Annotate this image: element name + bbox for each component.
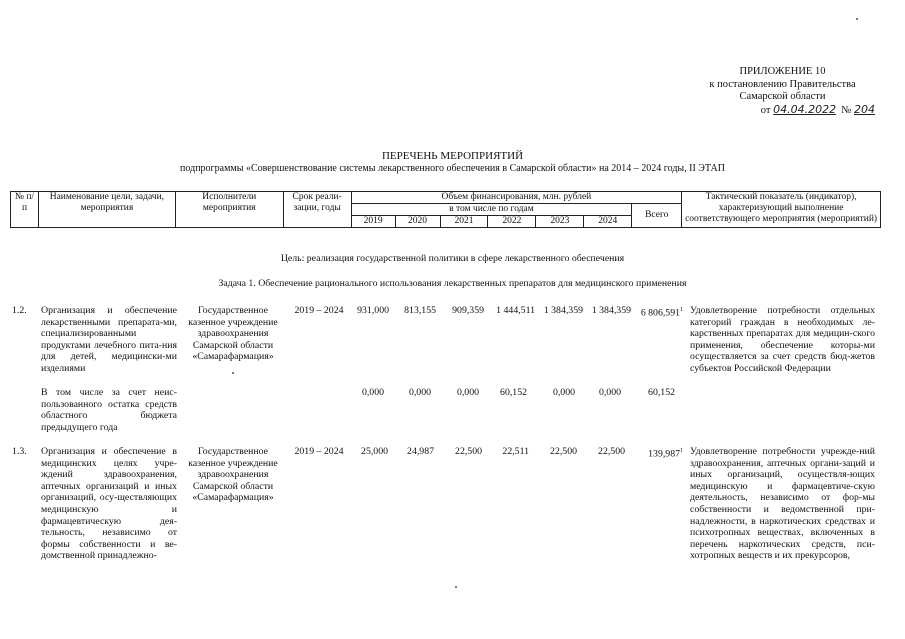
row-name: Организация и обеспечение лекарственными препарата-ми, специализированными продуктами лечебного пита-ния для детей, медицински-ми изделиями [41,305,177,374]
handwritten-number: 204 [854,102,875,116]
document-title: ПЕРЕЧЕНЬ МЕРОПРИЯТИЙ [381,150,524,162]
value-2021: 909,359 [452,305,484,316]
appendix-date-line [690,104,875,118]
task-heading: Задача 1. Обеспечение рационального использования лекарственных препаратов для медицинского применения [218,278,687,289]
header-year: 2020 [395,216,440,228]
header-year: 2023 [536,216,584,228]
value-total: 60,152 [648,387,675,398]
value-2022: 22,511 [502,446,529,457]
row-indicator: Удовлетворение потребности отдельных категорий граждан в необходимых ле-карственных препаратах для медицин-ского применения, обеспечение которы-ми осуществляется за счет средств бюд-жетов субъектов Российской Федерации [690,305,875,374]
header-name: Наименование цели, задачи, мероприятия [38,192,175,228]
appendix-title: ПРИЛОЖЕНИЕ 10 [739,66,826,77]
value-2024: 22,500 [598,446,625,457]
value-total [631,446,683,460]
header-indicator: Тактический показатель (индикатор), характеризующий выполнение соответствующего мероприятия (мероприятий) [682,192,881,228]
value-2024: 1 384,359 [591,305,631,316]
document-subtitle: подпрограммы «Совершенствование системы лекарственного обеспечения в Самарской области» на 2014 – 2024 годы, II ЭТАП [180,163,725,174]
from-label: от [760,104,771,116]
header-year: 2022 [488,216,536,228]
value-2024: 0,000 [598,387,621,398]
row-name: Организация и обеспечение в медицинских целях учре-ждений здравоохранения, аптечных организаций и иных организаций, осу-ществляющих медицинскую и фармацевтическую дея-тельность, независимо от формы собственности и ве-домственной принадлежно- [41,446,177,562]
total-value: 139,987 [648,448,680,460]
appendix-line-2: к постановлению Правительства [709,78,856,90]
value-2022: 60,152 [500,387,527,398]
value-2022: 1 444,511 [496,305,535,316]
header-financing: Объем финансирования, млн. рублей [351,192,682,204]
value-2023: 0,000 [552,387,575,398]
value-2023: 1 384,359 [543,305,583,316]
number-label: № [841,104,852,116]
value-2020: 0,000 [408,387,431,398]
scan-speck [232,372,234,374]
header-total: Всего [632,204,682,228]
row-number: 1.3. [12,446,27,457]
value-2019: 25,000 [361,446,388,457]
row-term: 2019 – 2024 [294,305,344,316]
handwritten-date: 04.04.2022 [773,102,837,116]
header-year: 2024 [584,216,632,228]
appendix-block [690,66,875,117]
goal-heading: Цель: реализация государственной политики в сфере лекарственного обеспечения [280,253,625,264]
total-value: 6 806,591 [640,307,680,319]
scan-speck [455,586,457,588]
row-term: 2019 – 2024 [294,446,344,457]
footnote-mark: 1 [680,448,683,454]
value-2021: 0,000 [456,387,479,398]
value-2020: 24,987 [407,446,434,457]
header-year: 2021 [440,216,488,228]
footnote-mark: 1 [680,307,683,313]
appendix-line-3: Самарской области [739,91,826,102]
row-indicator: Удовлетворение потребности учрежде-ний здравоохранения, аптечных органи-заций и иных организаций, осуществля-ющих медицинскую и фармацевтиче-скую деятельность, независимо от фор-мы собственности и ведомственной при-надлежности, в наркотических средствах и психотропных веществах, включенных в перечень наркотических средств, пси-хотропных веществ и их прекурсоров, [690,446,875,562]
value-2019: 0,000 [361,387,384,398]
value-total [631,305,683,319]
header-term: Срок реали-зации, годы [283,192,351,228]
header-table [10,191,881,228]
row-name: В том числе за счет неис-пользованного остатка средств областного бюджета предыдущего года [41,387,177,433]
value-2020: 813,155 [404,305,436,316]
row-number: 1.2. [12,305,27,316]
row-executor: Государственное казенное учреждение здравоохранения Самарской области «Самарафармация» [188,305,278,363]
header-year: 2019 [351,216,395,228]
header-executors: Исполнители мероприятия [175,192,283,228]
header-by-years: в том числе по годам [351,204,632,216]
value-2019: 931,000 [357,305,389,316]
row-executor: Государственное казенное учреждение здравоохранения Самарской области «Самарафармация» [188,446,278,504]
value-2023: 22,500 [550,446,577,457]
header-num: № п/п [11,192,39,228]
scan-speck [856,18,858,20]
value-2021: 22,500 [455,446,482,457]
